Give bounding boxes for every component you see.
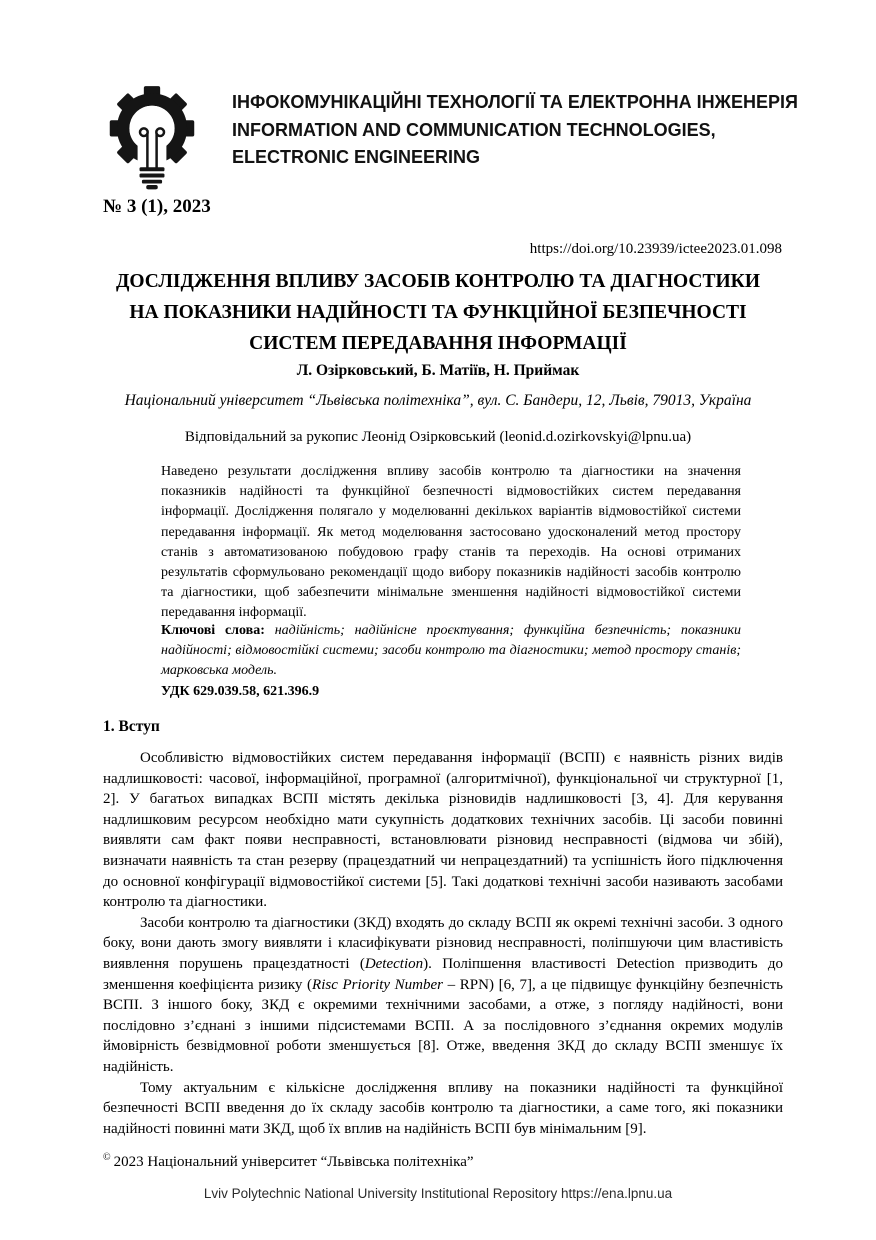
- correspondence-line: [0, 429, 876, 446]
- abstract-text: Наведено результати дослідження впливу засобів контролю та діагностики на значення показників надійності та функційної безпечності відмовостійких систем передавання інформації. Дослідження полягало у моделюванні декількох варіантів відмовостійкої системи передавання інформації. Як метод моделювання застосовано удосконалений метод простору станів з автоматизованою побудовою графу станів та переходів. На основі отриманих результатів сформульовано рекомендації щодо вибору показників надійності засобів контролю та діагностики, щоб забезпечити мінімальне зменшення надійності відмовостійкої системи передавання інформації.: [161, 464, 741, 621]
- repository-url-link[interactable]: https://ena.lpnu.ua: [561, 1186, 673, 1201]
- correspondence-prefix: Відповідальний за рукопис Леонід Озірковський (: [184, 429, 505, 445]
- authors-line: Л. Озірковський, Б. Матіїв, Н. Приймак: [296, 362, 580, 379]
- article-title-line: СИСТЕМ ПЕРЕДАВАННЯ ІНФОРМАЦІЇ: [249, 333, 627, 354]
- copyright-line: [103, 1152, 474, 1171]
- article-title-line: ДОСЛІДЖЕННЯ ВПЛИВУ ЗАСОБІВ КОНТРОЛЮ ТА ДІАГНОСТИКИ: [115, 271, 760, 292]
- copyright-text: 2023 Національний університет “Львівська політехніка”: [113, 1154, 474, 1170]
- paragraph: Засоби контролю та діагностики (ЗКД) входять до складу ВСПІ як окремі технічні засоби. З одного боку, вони дають змогу виявляти і класифікувати різновид несправності, поліпшуючи цим властивість виявлення порушень працездатності (Detection). Поліпшення властивості Detection призводить до зменшення коефіцієнта ризику (Risc Priority Number – RPN) [6, 7], а це підвищує функційну безпечність ВСПІ. З іншого боку, ЗКД є окремими технічними засобами, а отже, з погляду надійності, вони послідовно з’єднані з іншими підсистемами ВСПІ. А за послідовного з’єднання окремих модулів ймовірність безвідмовної роботи зменшується [8]. Отже, введення ЗКД до складу ВСПІ зменшує їх надійність.: [103, 914, 783, 1075]
- article-title: [58, 266, 818, 359]
- keywords-line: [161, 621, 741, 682]
- affiliation-line: Національний університет “Львівська політехніка”, вул. С. Бандери, 12, Львів, 79013, Україна: [124, 392, 752, 409]
- journal-title-uk: ІНФОКОМУНІКАЦІЙНІ ТЕХНОЛОГІЇ ТА ЕЛЕКТРОННА ІНЖЕНЕРІЯ: [232, 92, 798, 112]
- journal-title-block: [232, 84, 798, 172]
- copyright-symbol: ©: [103, 1152, 111, 1163]
- email-link[interactable]: leonid.d.ozirkovskyi@lpnu.ua: [504, 429, 687, 445]
- udc-line: УДК 629.039.58, 621.396.9: [161, 683, 320, 699]
- repository-footer: [0, 1186, 876, 1201]
- gear-lightbulb-logo-icon: [104, 84, 200, 195]
- keywords-label: Ключові слова:: [161, 623, 265, 638]
- correspondence-suffix: ): [686, 429, 692, 445]
- keywords-text: надійність; надійнісне проєктування; функційна безпечність; показники надійності; відмовостійкі системи; засоби контролю та діагностики; метод простору станів; марковська модель.: [161, 623, 741, 679]
- issue-number: № 3 (1), 2023: [103, 196, 211, 217]
- repository-label: Lviv Polytechnic National University Institutional Repository: [203, 1186, 558, 1201]
- doi-link[interactable]: https://doi.org/10.23939/ictee2023.01.098: [529, 241, 782, 257]
- paragraph: Особливістю відмовостійких систем передавання інформації (ВСПІ) є наявність різних видів надлишковості: часової, інформаційної, програмної (алгоритмічної), функціональної чи структурної [1, 2]. У багатьох випадках ВСПІ містять декілька різновидів надлишковості [3, 4]. Для керування надлишковим ресурсом необхідно мати сукупність додаткових технічних засобів. Ці засоби повинні виявляти сам факт появи несправності, встановлювати різновид несправності (відмова чи збій), визначати наявність та стан резерву (працездатний чи непрацездатний) та успішність його підключення до основної конфігурації відмовостійкої системи [5]. Такі додаткові технічні засоби називають засобами контролю та діагностики.: [103, 750, 783, 911]
- section-heading-introduction: 1. Вступ: [103, 718, 160, 735]
- paragraph: Тому актуальним є кількісне дослідження впливу на показники надійності та функційної безпечності ВСПІ введення до їх складу засобів контролю та діагностики, а саме того, які показники надійності повинні мати ЗКД, щоб їх вплив на надійність ВСПІ був мінімальним [9].: [103, 1079, 783, 1137]
- journal-title-en-line2: ELECTRONIC ENGINEERING: [232, 147, 481, 167]
- journal-title-en-line1: INFORMATION AND COMMUNICATION TECHNOLOGIES,: [232, 119, 716, 140]
- journal-masthead: [104, 84, 798, 195]
- introduction-body: [103, 748, 783, 1139]
- article-title-line: НА ПОКАЗНИКИ НАДІЙНОСТІ ТА ФУНКЦІЙНОЇ БЕЗПЕЧНОСТІ: [129, 302, 747, 323]
- keywords-block: [161, 621, 741, 702]
